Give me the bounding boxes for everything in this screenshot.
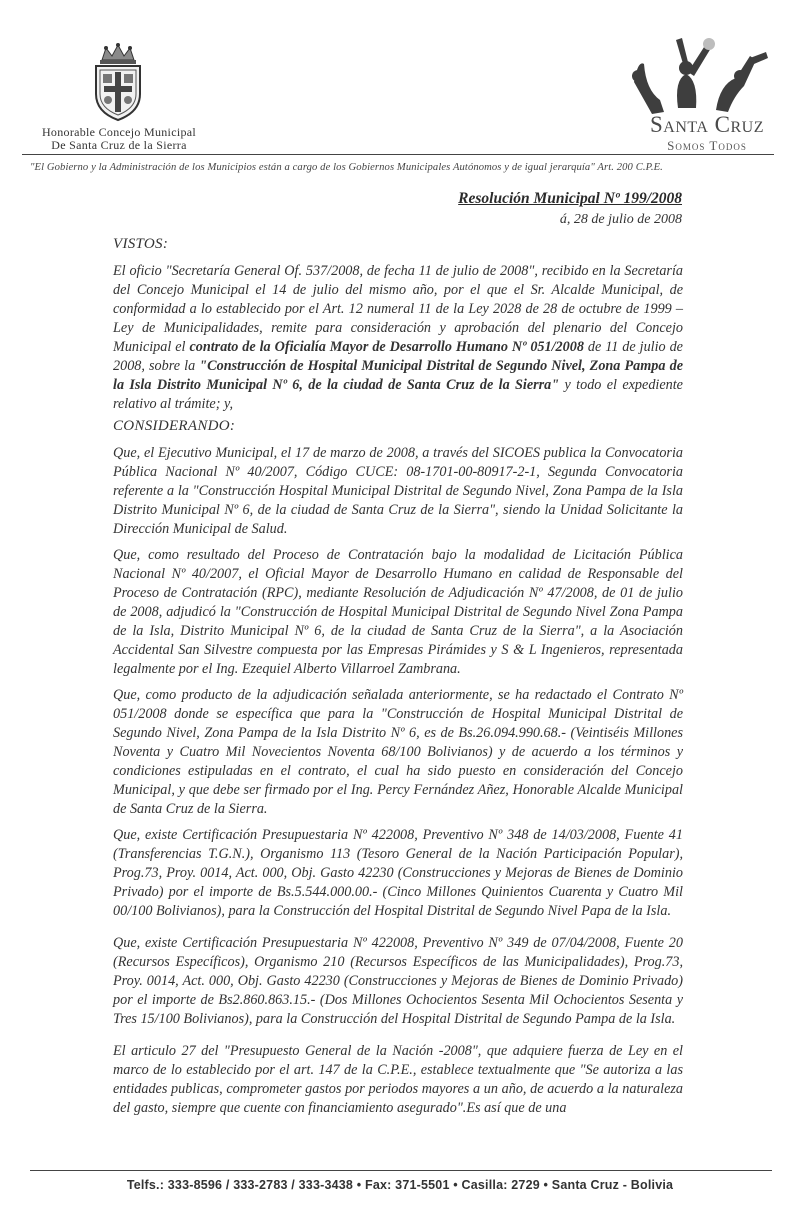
considerando-paragraph-5: Que, existe Certificación Presupuestaria Nº 422008, Preventivo Nº 349 de 07/04/2008, Fuente 20 (Recursos Específicos), Organismo 210 (Recursos Específicos de las Municipalidades), Prog.73, Proy. 0014, Act. 000, Obj. Gasto 42230 (Construcciones y Mejoras de Bienes de Dominio Privado) por el importe de Bs2.860.863.15.- (Dos Millones Ochocientos Sesenta Mil Ochocientos Sesenta y Tres 15/100 Bolivianos), para la Construcción del Hospital Distrital de Segundo Pampa de la Isla. — [113, 935, 683, 1027]
constitution-motto: "El Gobierno y la Administración de los Municipios están a cargo de los Gobiernos Municipales Autónomos y de igual jerarquía" Art. 200 C.P.E. — [30, 162, 663, 173]
resolution-title: Resolución Municipal Nº 199/2008 — [458, 190, 682, 207]
council-name-line2: De Santa Cruz de la Sierra — [51, 138, 187, 152]
considerando-paragraph-1: Que, el Ejecutivo Municipal, el 17 de marzo de 2008, a través del SICOES publica la Convocatoria Pública Nacional Nº 40/2007, Código CUCE: 08-1701-00-80917-2-1, Segunda Convocatoria referente a la "Construcción Hospital Municipal Distrital de Segundo Nivel, Zona Pampa de la Isla Distrito Municipal Nº 6, de la ciudad de Santa Cruz de la Sierra", siendo la Unidad Solicitante la Dirección Municipal de Salud. — [113, 445, 683, 537]
vistos-contract-ref: contrato de la Oficialía Mayor de Desarrollo Humano Nº 051/2008 — [189, 339, 584, 355]
council-name-line1: Honorable Concejo Municipal — [41, 125, 197, 139]
council-name — [24, 126, 214, 152]
coat-of-arms-icon — [88, 42, 148, 124]
header-divider — [22, 154, 774, 155]
considerando-paragraph-2: Que, como resultado del Proceso de Contratación bajo la modalidad de Licitación Pública Nacional Nº 40/2007, el Oficial Mayor de Desarrollo Humano en calidad de Responsable del Proceso de Contratación (RPC), mediante Resolución de Adjudicación Nº 47/2008, de 01 de julio de 2008, adjudicó la "Construcción de Hospital Municipal Distrital de Segundo Nivel Zona Pampa de la Isla, Distrito Municipal Nº 6, de la ciudad de Santa Cruz de la Sierra", a la Asociación Accidental San Silvestre compuesta por las Empresas Pirámides y S & L Ingenieros, representada legalmente por el Ing. Ezequiel Alberto Villarroel Zambrana. — [113, 547, 683, 677]
vistos-text-3: y todo el expediente relativo al trámite; y, — [113, 377, 683, 412]
footer-contact: Telfs.: 333-8596 / 333-2783 / 333-3438 • Fax: 371-5501 • Casilla: 2729 • Santa Cruz - Bolivia — [126, 1178, 674, 1192]
considerando-paragraph-3: Que, como producto de la adjudicación señalada anteriormente, se ha redactado el Contrato Nº 051/2008 donde se específica que para la "Construcción de Hospital Municipal Distrital de Segundo Nivel, Zona Pampa de la Isla Distrito Nº 6, es de Bs.26.094.990.68.- (Veintiséis Millones Noventa y Cuatro Mil Novecientos Noventa 68/100 Bolivianos) y de acuerdo a los términos y condiciones estipuladas en el contrato, el cual ha sido puesto en consideración del Concejo Municipal, y que debe ser firmado por el Ing. Percy Fernández Añez, Honorable Alcalde Municipal de Santa Cruz de la Sierra. — [113, 687, 683, 817]
brand-name: Santa Cruz — [649, 112, 765, 137]
footer-divider — [30, 1170, 772, 1171]
vistos-heading: VISTOS: — [113, 236, 169, 252]
vistos-project-name: "Construcción de Hospital Municipal Distrital de Segundo Nivel, Zona Pampa de la Isla Distrito Municipal Nº 6, de la ciudad de Santa Cruz de la Sierra" — [113, 358, 683, 393]
considerando-paragraph-6: El articulo 27 del "Presupuesto General de la Nación -2008", que adquiere fuerza de Ley en el marco de lo establecido por el art. 147 de la C.P.E., establece textualmente que "Se autoriza a las entidades publicas, comprometer gastos por periodos mayores a un año, de acuerdo a la naturaleza del gasto, siempre que cuente con financiamiento asegurado".Es así que de una — [113, 1043, 683, 1116]
resolution-date: á, 28 de julio de 2008 — [559, 212, 682, 227]
considerando-heading: CONSIDERANDO: — [113, 418, 236, 434]
vistos-paragraph — [113, 262, 683, 414]
vistos-text-1: El oficio "Secretaría General Of. 537/2008, de fecha 11 de julio de 2008", recibido en la Secretaría del Concejo Municipal el 14 de julio del mismo año, por el que el Sr. Alcalde Municipal, de conformidad a lo establecido por el Art. 12 numeral 11 de la Ley 2028 de 28 de octubre de 1999 – Ley de Municipalidades, remite para consideración y aprobación del plenario del Concejo Municipal el — [113, 263, 683, 355]
brand-tagline: Somos Todos — [667, 138, 747, 153]
vistos-text-2: de 11 de julio de 2008, sobre la — [113, 339, 683, 374]
considerando-paragraph-4: Que, existe Certificación Presupuestaria Nº 422008, Preventivo Nº 348 de 14/03/2008, Fuente 41 (Transferencias T.G.N.), Organismo 113 (Tesoro General de la Nación Participación Popular), Prog.73, Proy. 0014, Act. 000, Obj. Gasto 42230 (Construcciones y Mejoras de Bienes de Dominio Privado) por el importe de Bs.5.544.000.00.- (Cinco Millones Quinientos Cuarenta y Cuatro Mil 00/100 Bolivianos), para la Construcción del Hospital Distrital de Segundo Nivel Papa de la Isla. — [113, 827, 683, 919]
